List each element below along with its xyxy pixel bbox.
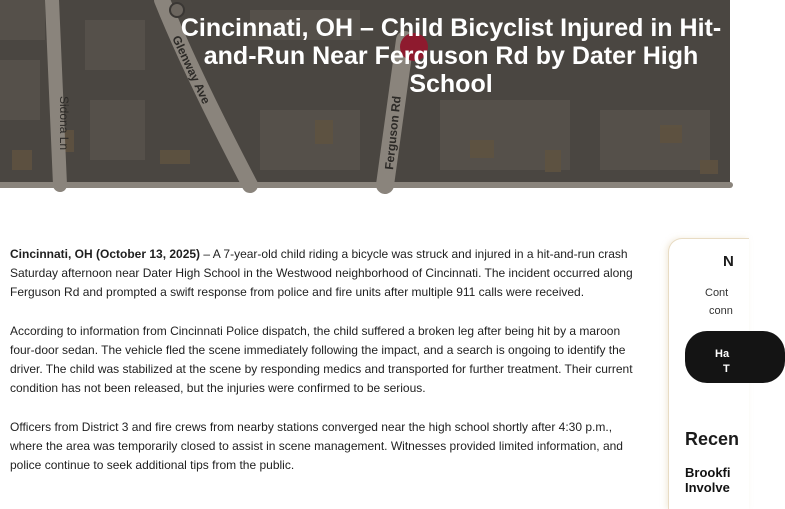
sidebar-heading: N bbox=[723, 253, 734, 270]
sidebar-text-line: conn bbox=[709, 305, 733, 317]
map-label-glenway: Glenway Ave bbox=[169, 33, 214, 107]
page-title: Cincinnati, OH – Child Bicyclist Injured in Hit-and-Run Near Ferguson Rd by Dater High School bbox=[180, 14, 722, 98]
recent-posts-heading: Recen bbox=[685, 429, 740, 449]
hero-banner bbox=[0, 0, 730, 185]
sidebar bbox=[668, 238, 749, 509]
recent-post-title: Involve bbox=[685, 480, 730, 495]
sidebar-text-line: Cont bbox=[705, 287, 729, 299]
article-paragraph: According to information from Cincinnati Police dispatch, the child suffered a broken leg after being hit by a maroon four-door sedan. The vehicle fled the scene immediately following the impact, and a search is ongoing to identify the driver. The child was stabilized at the scene by responding medics and transported for further treatment. Their current condition has not been released, but the injuries were confirmed to be serious. bbox=[10, 324, 633, 395]
sidebar-cta-button[interactable] bbox=[685, 331, 785, 383]
article-paragraph: Officers from District 3 and fire crews from nearby stations converged near the high school shortly after 4:30 p.m., where the area was temporarily closed to assist in scene management. Witnesses provided limited information, and police continue to seek additional tips from the public. bbox=[10, 420, 623, 472]
sidebar-cta-label: Ha bbox=[715, 348, 730, 360]
recent-post-title: Brookfi bbox=[685, 465, 731, 480]
recent-post-link[interactable] bbox=[685, 465, 731, 495]
article-body bbox=[10, 245, 638, 495]
sidebar-text bbox=[705, 284, 733, 320]
article-paragraph-text: – A 7-year-old child riding a bicycle was struck and injured in a hit-and-run crash Saturday afternoon near Dater High School in the Westwood neighborhood of Cincinnati. The incident occurred along Ferguson Rd and prompted a swift response from police and fire units after multiple 911 calls were received. bbox=[10, 247, 633, 299]
sidebar-cta-label: T bbox=[723, 363, 730, 375]
map-label-sidona: Sidona Ln bbox=[57, 96, 71, 151]
article-paragraph bbox=[10, 245, 638, 302]
article-dateline: Cincinnati, OH (October 13, 2025) bbox=[10, 247, 201, 261]
map-label-ferguson: Ferguson Rd bbox=[382, 95, 404, 171]
